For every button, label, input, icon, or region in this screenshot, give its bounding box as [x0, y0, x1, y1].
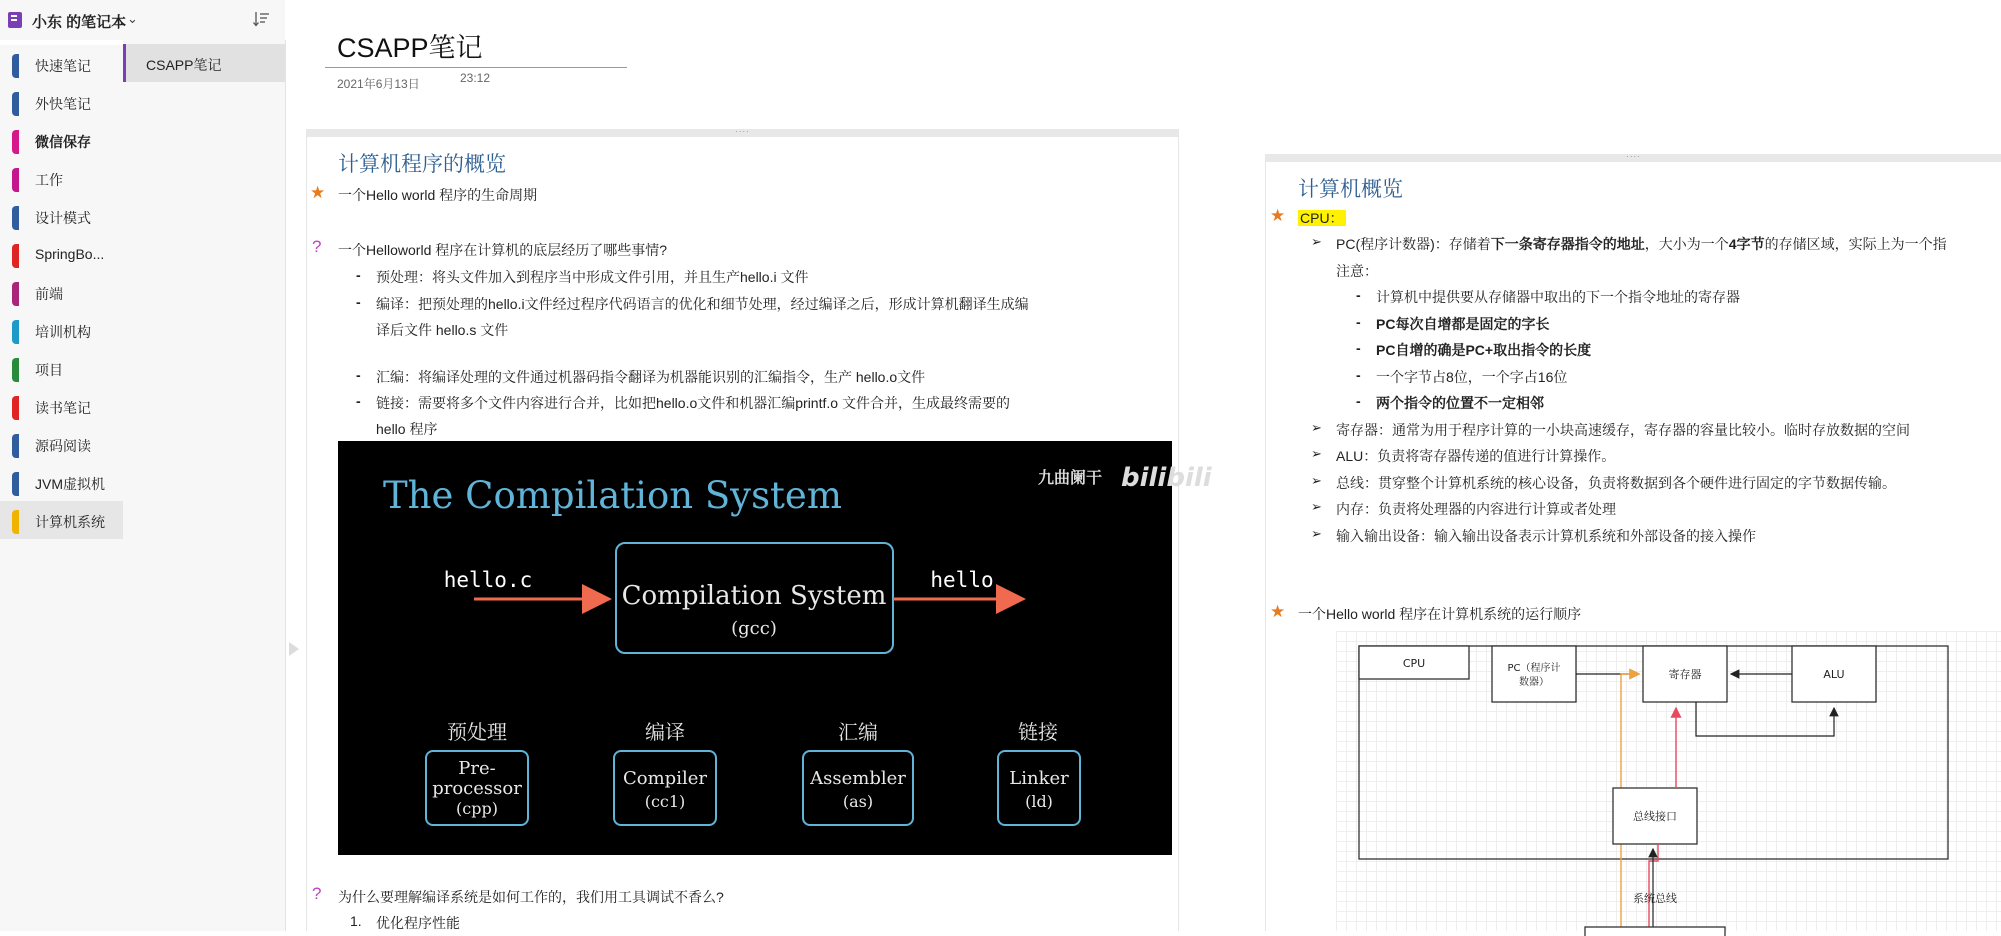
section-color-tab: [12, 244, 19, 268]
page-title[interactable]: CSAPP笔记: [337, 33, 483, 63]
page-item-active[interactable]: [123, 44, 285, 82]
compiler-box-sub: (gcc): [731, 618, 777, 639]
bus-interface-label: 总线接口: [1633, 810, 1677, 823]
question-icon: ?: [312, 884, 322, 903]
hardware-diagram-image[interactable]: [1336, 631, 2001, 931]
bullet-dash: -: [1356, 367, 1361, 383]
stage-sub: (ld): [1025, 792, 1053, 811]
note-text: 一个Helloworld 程序在计算机的底层经历了哪些事情?: [338, 242, 668, 258]
diagram-arrow: [1696, 702, 1834, 736]
section-label: 前端: [35, 286, 63, 302]
section-item[interactable]: [0, 159, 123, 197]
section-color-tab: [12, 396, 19, 420]
bullet-dash: -: [1356, 393, 1361, 409]
section-label: SpringBo...: [35, 246, 105, 262]
section-label: 设计模式: [35, 210, 91, 226]
list-item: 优化程序性能: [376, 915, 460, 931]
image-title: The Compilation System: [383, 474, 842, 517]
star-icon: ★: [1270, 206, 1286, 225]
input-label: hello.c: [443, 568, 533, 592]
section-color-tab: [12, 130, 19, 154]
list-item: 内存：负责将处理器的内容进行计算或者处理: [1336, 501, 1616, 517]
list-item-continued: hello 程序: [376, 421, 438, 437]
section-item[interactable]: [0, 463, 123, 501]
compiler-box-label: Compilation System: [621, 581, 887, 611]
section-label: 项目: [35, 362, 63, 378]
bullet-dash: -: [356, 393, 361, 409]
stage-cn-label: 预处理: [447, 720, 507, 744]
section-color-tab: [12, 92, 19, 116]
section-label: 计算机系统: [35, 514, 105, 530]
section-item[interactable]: [0, 273, 123, 311]
watermark-text: 九曲阑干: [1038, 468, 1103, 487]
section-label: 微信保存: [35, 134, 91, 150]
list-item: 链接：需要将多个文件内容进行合并，比如把hello.o文件和机器汇编printf.o 文件合并，生成最终需要的: [376, 395, 1010, 411]
register-box-label: 寄存器: [1668, 668, 1702, 681]
memory-box: [1585, 927, 1725, 936]
system-bus-label: 系统总线: [1633, 892, 1677, 905]
pc-box-label: PC（程序计: [1507, 663, 1561, 674]
section-item-active[interactable]: [0, 501, 123, 539]
section-item[interactable]: [0, 349, 123, 387]
arrow-bullet-icon: ➢: [1311, 526, 1322, 541]
title-underline: [325, 67, 627, 68]
note-container-left[interactable]: [306, 127, 1212, 931]
chevron-down-icon[interactable]: ⌄: [127, 11, 138, 26]
section-label: 源码阅读: [35, 438, 91, 454]
section-item[interactable]: [0, 197, 123, 235]
note-label: 注意：: [1336, 263, 1378, 279]
list-item: 编译：把预处理的hello.i文件经过程序代码语言的优化和细节处理，经过编译之后，形成计算机翻译生成编: [376, 296, 1029, 312]
note-item: PC每次自增都是固定的字长: [1376, 316, 1550, 332]
section-label: JVM虚拟机: [35, 476, 105, 492]
alu-box-label: ALU: [1823, 668, 1845, 681]
arrow-bullet-icon: ➢: [1311, 499, 1322, 514]
note-text: 一个Hello world 程序的生命周期: [338, 187, 538, 203]
stage-label: Compiler: [623, 768, 707, 789]
arrow-bullet-icon: ➢: [1311, 420, 1322, 435]
stage-label: Linker: [1009, 768, 1069, 789]
stage-sub: (as): [842, 792, 874, 811]
section-item[interactable]: [0, 235, 123, 273]
pc-description: PC(程序计数器)：存储着下一条寄存器指令的地址，大小为一个4字节的存储区域，实际上为一个指: [1336, 236, 1947, 252]
bullet-dash: -: [1356, 287, 1361, 303]
stage-cn-label: 链接: [1018, 720, 1058, 744]
compilation-system-image[interactable]: [338, 441, 1212, 855]
note-container-right[interactable]: [1265, 154, 2001, 931]
section-color-tab: [12, 168, 19, 192]
section-color-tab: [12, 472, 19, 496]
section-item[interactable]: [0, 121, 123, 159]
notebook-header[interactable]: [0, 0, 285, 40]
cpu-label: CPU：: [1300, 210, 1344, 226]
bilibili-logo: bilibili: [1121, 463, 1212, 493]
page-date: 2021年6月13日: [337, 77, 420, 91]
notebook-title[interactable]: 小东 的笔记本: [32, 14, 127, 31]
arrow-bullet-icon: ➢: [1311, 473, 1322, 488]
output-label: hello: [930, 568, 994, 592]
container-drag-bar[interactable]: ····: [307, 129, 1178, 137]
hardware-diagram: [1336, 631, 2001, 931]
arrow-bullet-icon: ➢: [1311, 234, 1322, 249]
stage-cn-label: 汇编: [838, 720, 878, 744]
section-label: 工作: [35, 172, 63, 188]
bullet-dash: -: [356, 294, 361, 310]
list-item: 预处理：将头文件加入到程序当中形成文件引用，并且生产hello.i 文件: [376, 269, 809, 285]
section-color-tab: [12, 510, 19, 534]
compilation-diagram: [338, 441, 1212, 855]
stage-cn-label: 编译: [645, 720, 685, 744]
pc-box: [1492, 646, 1576, 702]
page-list: [123, 40, 286, 931]
section-list: [0, 45, 123, 931]
cpu-box-label: CPU: [1402, 657, 1426, 670]
stage-label: Pre-: [458, 758, 496, 779]
stage-sub: (cc1): [644, 792, 686, 811]
sort-icon[interactable]: [252, 9, 272, 29]
section-color-tab: [12, 434, 19, 458]
section-item[interactable]: [0, 387, 123, 425]
star-icon: ★: [1270, 602, 1286, 621]
bullet-dash: -: [356, 367, 361, 383]
section-label: 读书笔记: [35, 400, 91, 416]
highlighted-text: [1298, 208, 1346, 228]
section-label: 培训机构: [35, 324, 91, 340]
list-item-continued: 译后文件 hello.s 文件: [376, 322, 509, 338]
container-drag-bar[interactable]: ····: [1266, 154, 2001, 162]
list-item: 汇编：将编译处理的文件通过机器码指令翻译为机器能识别的汇编指令，生产 hello.o文件: [376, 369, 926, 385]
stage-label: Assembler: [810, 768, 906, 789]
list-item: ALU：负责将寄存器传递的值进行计算操作。: [1336, 448, 1616, 464]
section-color-tab: [12, 206, 19, 230]
bullet-dash: -: [1356, 340, 1361, 356]
note-heading: 计算机概览: [1298, 178, 1403, 201]
star-icon: ★: [310, 183, 326, 202]
section-color-tab: [12, 282, 19, 306]
list-item: 输入输出设备：输入输出设备表示计算机系统和外部设备的接入操作: [1336, 528, 1756, 544]
note-item: 两个指令的位置不一定相邻: [1376, 395, 1544, 411]
page-time: 23:12: [460, 71, 491, 85]
note-item: PC自增的确是PC+取出指令的长度: [1376, 342, 1592, 358]
section-color-tab: [12, 358, 19, 382]
notebook-icon: [8, 12, 22, 28]
pc-box-label: 数器）: [1519, 677, 1549, 688]
page-item-label: CSAPP笔记: [146, 57, 222, 73]
section-label: 快速笔记: [35, 58, 91, 74]
section-item[interactable]: [0, 83, 123, 121]
section-label: 外快笔记: [35, 96, 91, 112]
list-item: 总线：贯穿整个计算机系统的核心设备，负责将数据到各个硬件进行固定的字节数据传输。: [1336, 475, 1896, 491]
question-icon: ?: [312, 237, 322, 256]
section-item[interactable]: [0, 45, 123, 83]
list-item: 寄存器：通常为用于程序计算的一小块高速缓存，寄存器的容量比较小。临时存放数据的空间: [1336, 422, 1910, 438]
section-color-tab: [12, 320, 19, 344]
bullet-dash: -: [356, 267, 361, 283]
collapse-handle[interactable]: [289, 642, 299, 656]
note-heading: 计算机程序的概览: [338, 153, 506, 176]
bullet-dash: -: [1356, 314, 1361, 330]
list-number: 1.: [350, 913, 362, 929]
note-text: 一个Hello world 程序在计算机系统的运行顺序: [1298, 606, 1582, 622]
section-color-tab: [12, 54, 19, 78]
stage-sub: (cpp): [456, 799, 498, 818]
note-text: 为什么要理解编译系统是如何工作的，我们用工具调试不香么?: [338, 889, 724, 905]
stage-label: processor: [432, 778, 522, 799]
section-item[interactable]: [0, 311, 123, 349]
note-item: 计算机中提供要从存储器中取出的下一个指令地址的寄存器: [1376, 289, 1740, 305]
note-item: 一个字节占8位，一个字占16位: [1376, 369, 1568, 385]
arrow-bullet-icon: ➢: [1311, 446, 1322, 461]
section-item[interactable]: [0, 425, 123, 463]
